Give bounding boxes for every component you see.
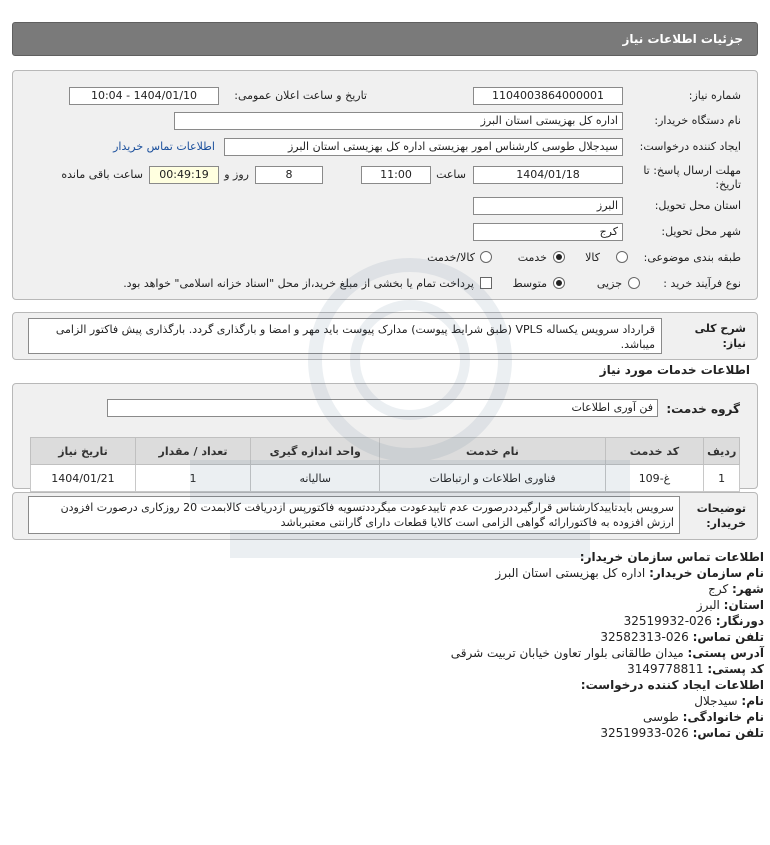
deadline-label-line2: تاریخ: xyxy=(715,178,741,191)
contact-address-line xyxy=(451,646,764,660)
creator-field[interactable]: سیدجلال طوسی کارشناس امور بهزیستی اداره کل بهزیستی استان البرز xyxy=(224,138,623,156)
days-field[interactable]: 8 xyxy=(255,166,323,184)
creator-section-title: اطلاعات ایجاد کننده درخواست: xyxy=(580,678,764,692)
category-radio-service[interactable] xyxy=(553,251,565,263)
contact-province-value: البرز xyxy=(696,598,720,612)
remaining-time-label: ساعت باقی مانده xyxy=(61,168,143,181)
creator-family-key: نام خانوادگی: xyxy=(682,710,764,724)
buyer-org-label: نام دستگاه خریدار: xyxy=(654,114,741,127)
contact-fax-key: دورنگار: xyxy=(715,614,764,628)
col-need-date: تاریخ نیاز xyxy=(31,438,136,465)
contact-org-key: نام سازمان خریدار: xyxy=(649,566,764,580)
cell-quantity: 1 xyxy=(135,465,250,492)
description-label-line1: شرح کلی xyxy=(694,322,746,335)
deadline-date-field[interactable]: 1404/01/18 xyxy=(473,166,623,184)
category-radio-goods[interactable] xyxy=(616,251,628,263)
cell-service-code: غ-109 xyxy=(605,465,704,492)
creator-family-line xyxy=(643,710,764,724)
contact-city-line xyxy=(708,582,764,596)
contact-phone-key: تلفن تماس: xyxy=(692,630,764,644)
process-radio-medium[interactable] xyxy=(553,277,565,289)
process-option-medium: متوسط xyxy=(512,277,547,290)
buyer-notes-label-line2: خریدار: xyxy=(706,517,746,530)
page-header xyxy=(12,22,758,56)
contact-org-line xyxy=(495,566,764,580)
services-section-title: اطلاعات خدمات مورد نیاز xyxy=(599,363,750,377)
col-service-code: کد خدمت xyxy=(605,438,704,465)
creator-phone-value: 026-32519933 xyxy=(600,726,689,740)
category-option-service: خدمت xyxy=(517,251,547,264)
col-row: ردیف xyxy=(704,438,740,465)
description-label-line2: نیاز: xyxy=(722,337,746,350)
creator-name-value: سیدجلال xyxy=(694,694,738,708)
contact-fax-line xyxy=(624,614,764,628)
contact-postal-value: 3149778811 xyxy=(627,662,704,676)
buyer-org-field[interactable]: اداره کل بهزیستی استان البرز xyxy=(174,112,623,130)
creator-name-line xyxy=(694,694,764,708)
cell-service-name: فناوری اطلاعات و ارتباطات xyxy=(380,465,605,492)
province-label: استان محل تحویل: xyxy=(654,199,741,212)
contact-city-key: شهر: xyxy=(732,582,764,596)
page-title: جزئیات اطلاعات نیاز xyxy=(622,32,743,46)
category-radio-goods-service[interactable] xyxy=(480,251,492,263)
service-group-field[interactable]: فن آوری اطلاعات xyxy=(107,399,658,417)
treasury-payment-text: پرداخت تمام یا بخشی از مبلغ خرید،از محل "اسناد خزانه اسلامی" خواهد بود. xyxy=(123,277,474,290)
contact-org-value: اداره کل بهزیستی استان البرز xyxy=(495,566,646,580)
need-number-label: شماره نیاز: xyxy=(688,89,741,102)
table-row[interactable] xyxy=(31,465,740,492)
service-group-label: گروه خدمت: xyxy=(666,402,740,416)
creator-label: ایجاد کننده درخواست: xyxy=(639,140,741,153)
buyer-notes-text: سرویس بایدتاییدکارشناس قرارگیرددرصورت عدم تاییدعودت میگرددتسویه فاکتورپس ازدریافت کالابمدت 20 روزکاری درصورت افزودن ارزش افزوده به فاکتورارائه گواهی الزامی است کالایا قطعات دارای گارانتی معتبرباشد xyxy=(28,496,680,534)
creator-name-key: نام: xyxy=(741,694,764,708)
col-unit: واحد اندازه گیری xyxy=(251,438,380,465)
category-label: طبقه بندی موضوعی: xyxy=(643,251,741,264)
contact-section-title: اطلاعات تماس سازمان خریدار: xyxy=(579,550,764,564)
contact-province-key: استان: xyxy=(723,598,764,612)
creator-family-value: طوسی xyxy=(643,710,679,724)
category-option-goods: کالا xyxy=(585,251,600,264)
announce-date-label: تاریخ و ساعت اعلان عمومی: xyxy=(234,89,367,102)
contact-postal-line xyxy=(627,662,764,676)
contact-fax-value: 026-32519932 xyxy=(623,614,712,628)
contact-province-line xyxy=(697,598,764,612)
buyer-contact-link[interactable]: اطلاعات تماس خریدار xyxy=(113,140,215,153)
contact-address-value: میدان طالقانی بلوار تعاون خیابان تربیت شرقی xyxy=(450,646,684,660)
cell-row: 1 xyxy=(704,465,740,492)
services-table xyxy=(30,437,740,492)
days-label: روز و xyxy=(224,168,249,181)
description-text: قرارداد سرویس یکساله VPLS (طبق شرایط پیوست) مدارک پیوست باید مهر و امضا و بارگذاری گردد. بارگذاری پیش فاکتور الزامی میباشد. xyxy=(28,318,662,354)
deadline-time-label: ساعت xyxy=(436,168,466,181)
announce-date-field[interactable]: 1404/01/10 - 10:04 xyxy=(69,87,219,105)
city-label: شهر محل تحویل: xyxy=(661,225,741,238)
process-type-label: نوع فرآیند خرید : xyxy=(663,277,741,290)
contact-city-value: کرج xyxy=(708,582,729,596)
treasury-payment-checkbox[interactable] xyxy=(480,277,492,289)
city-field[interactable]: کرج xyxy=(473,223,623,241)
col-service-name: نام خدمت xyxy=(380,438,605,465)
contact-postal-key: کد پستی: xyxy=(707,662,764,676)
services-table-header xyxy=(31,438,740,465)
contact-phone-line xyxy=(600,630,764,644)
col-quantity: تعداد / مقدار xyxy=(135,438,250,465)
process-radio-minor[interactable] xyxy=(628,277,640,289)
creator-phone-key: تلفن تماس: xyxy=(692,726,764,740)
cell-need-date: 1404/01/21 xyxy=(31,465,136,492)
deadline-label-line1: مهلت ارسال پاسخ: تا xyxy=(643,164,741,177)
province-field[interactable]: البرز xyxy=(473,197,623,215)
creator-phone-line xyxy=(600,726,764,740)
contact-phone-value: 026-32582313 xyxy=(600,630,689,644)
remaining-time-display: 00:49:19 xyxy=(149,166,219,184)
deadline-time-field[interactable]: 11:00 xyxy=(361,166,431,184)
process-option-minor: جزیی xyxy=(596,277,622,290)
buyer-notes-label-line1: توضیحات xyxy=(696,502,746,515)
cell-unit: سالیانه xyxy=(251,465,380,492)
category-option-goods-service: کالا/خدمت xyxy=(427,251,475,264)
contact-address-key: آدرس پستی: xyxy=(687,646,764,660)
need-number-field[interactable]: 1104003864000001 xyxy=(473,87,623,105)
